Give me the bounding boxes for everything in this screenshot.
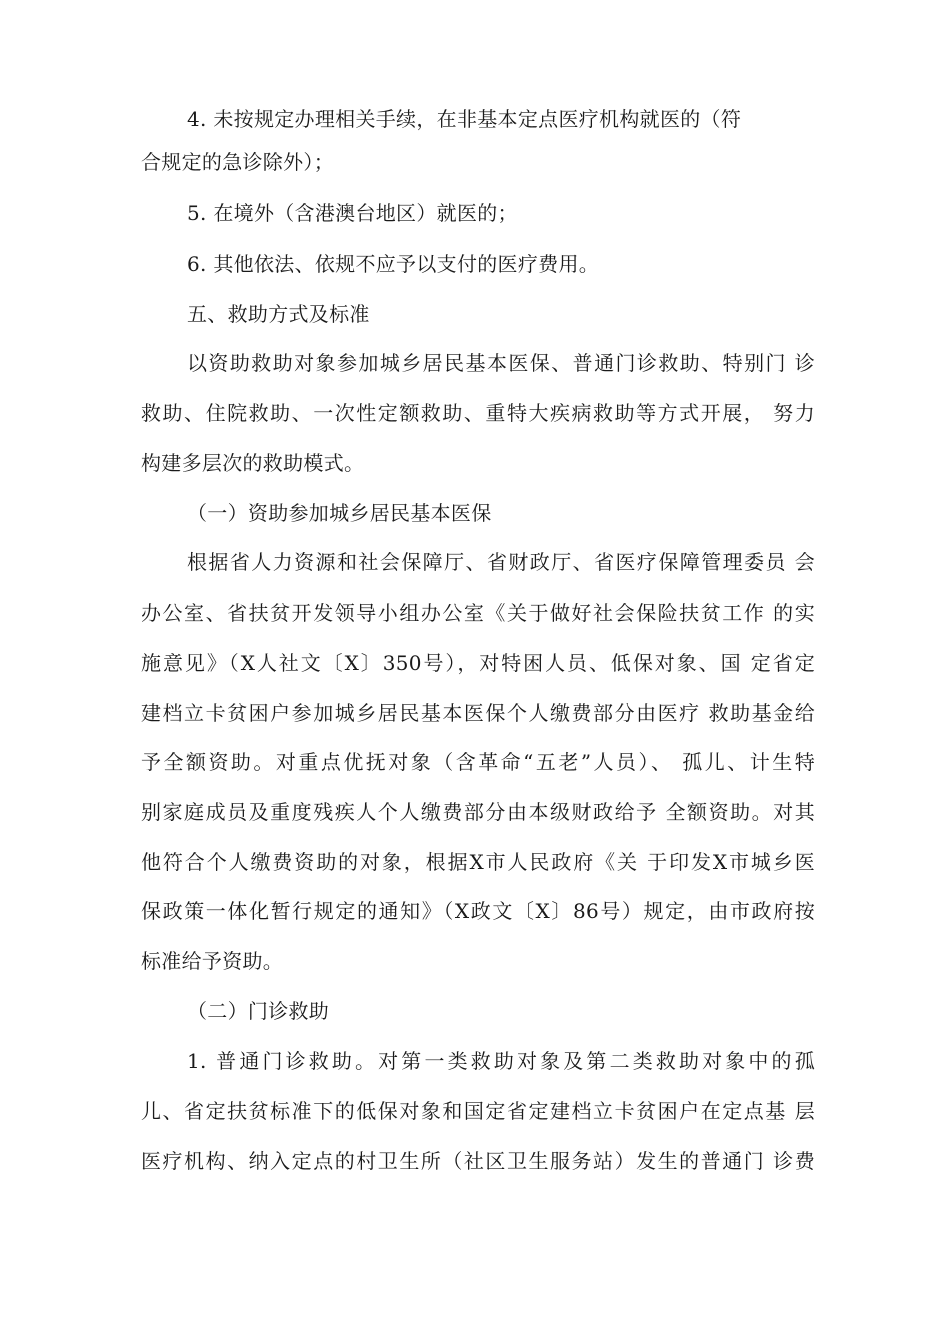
text-line: 他符合个人缴费资助的对象，根据X市人民政府《关 于印发X市城乡医: [141, 850, 815, 874]
text-line: 根据省人力资源和社会保障厅、省财政厅、省医疗保障管理委员 会: [187, 550, 815, 574]
section-heading: 五、救助方式及标准: [187, 302, 370, 326]
text-line: 标准给予资助。: [141, 949, 284, 973]
text-line: 医疗机构、纳入定点的村卫生所（社区卫生服务站）发生的普通门 诊费: [141, 1149, 815, 1173]
text-line: 施意见》（X人社文〔X〕350号），对特困人员、低保对象、国 定省定: [141, 651, 815, 675]
subsection-heading: （一）资助参加城乡居民基本医保: [187, 501, 492, 525]
text-line: 别家庭成员及重度残疾人个人缴费部分由本级财政给予 全额资助。对其: [141, 800, 815, 824]
text-line: 办公室、省扶贫开发领导小组办公室《关于做好社会保险扶贫工作 的实: [141, 601, 815, 625]
text-line: 1. 普通门诊救助。对第一类救助对象及第二类救助对象中的孤: [187, 1049, 815, 1073]
text-line: 构建多层次的救助模式。: [141, 451, 365, 475]
subsection-heading: （二）门诊救助: [187, 999, 330, 1023]
text-line: 合规定的急诊除外）；: [141, 150, 334, 174]
text-line: 5. 在境外（含港澳台地区）就医的；: [187, 201, 518, 225]
text-line: 建档立卡贫困户参加城乡居民基本医保个人缴费部分由医疗 救助基金给: [141, 701, 815, 725]
text-line: 予全额资助。对重点优抚对象（含革命“五老”人员）、 孤儿、计生特: [141, 750, 815, 774]
text-line: 4. 未按规定办理相关手续，在非基本定点医疗机构就医的（符: [187, 107, 742, 131]
text-line: 以资助救助对象参加城乡居民基本医保、普通门诊救助、特别门 诊: [187, 351, 815, 375]
text-line: 6. 其他依法、依规不应予以支付的医疗费用。: [187, 252, 600, 276]
text-line: 保政策一体化暂行规定的通知》（X政文〔X〕86号）规定，由市政府按: [141, 899, 815, 923]
text-line: 儿、省定扶贫标准下的低保对象和国定省定建档立卡贫困户在定点基 层: [141, 1099, 815, 1123]
text-line: 救助、住院救助、一次性定额救助、重特大疾病救助等方式开展， 努力: [141, 401, 815, 425]
